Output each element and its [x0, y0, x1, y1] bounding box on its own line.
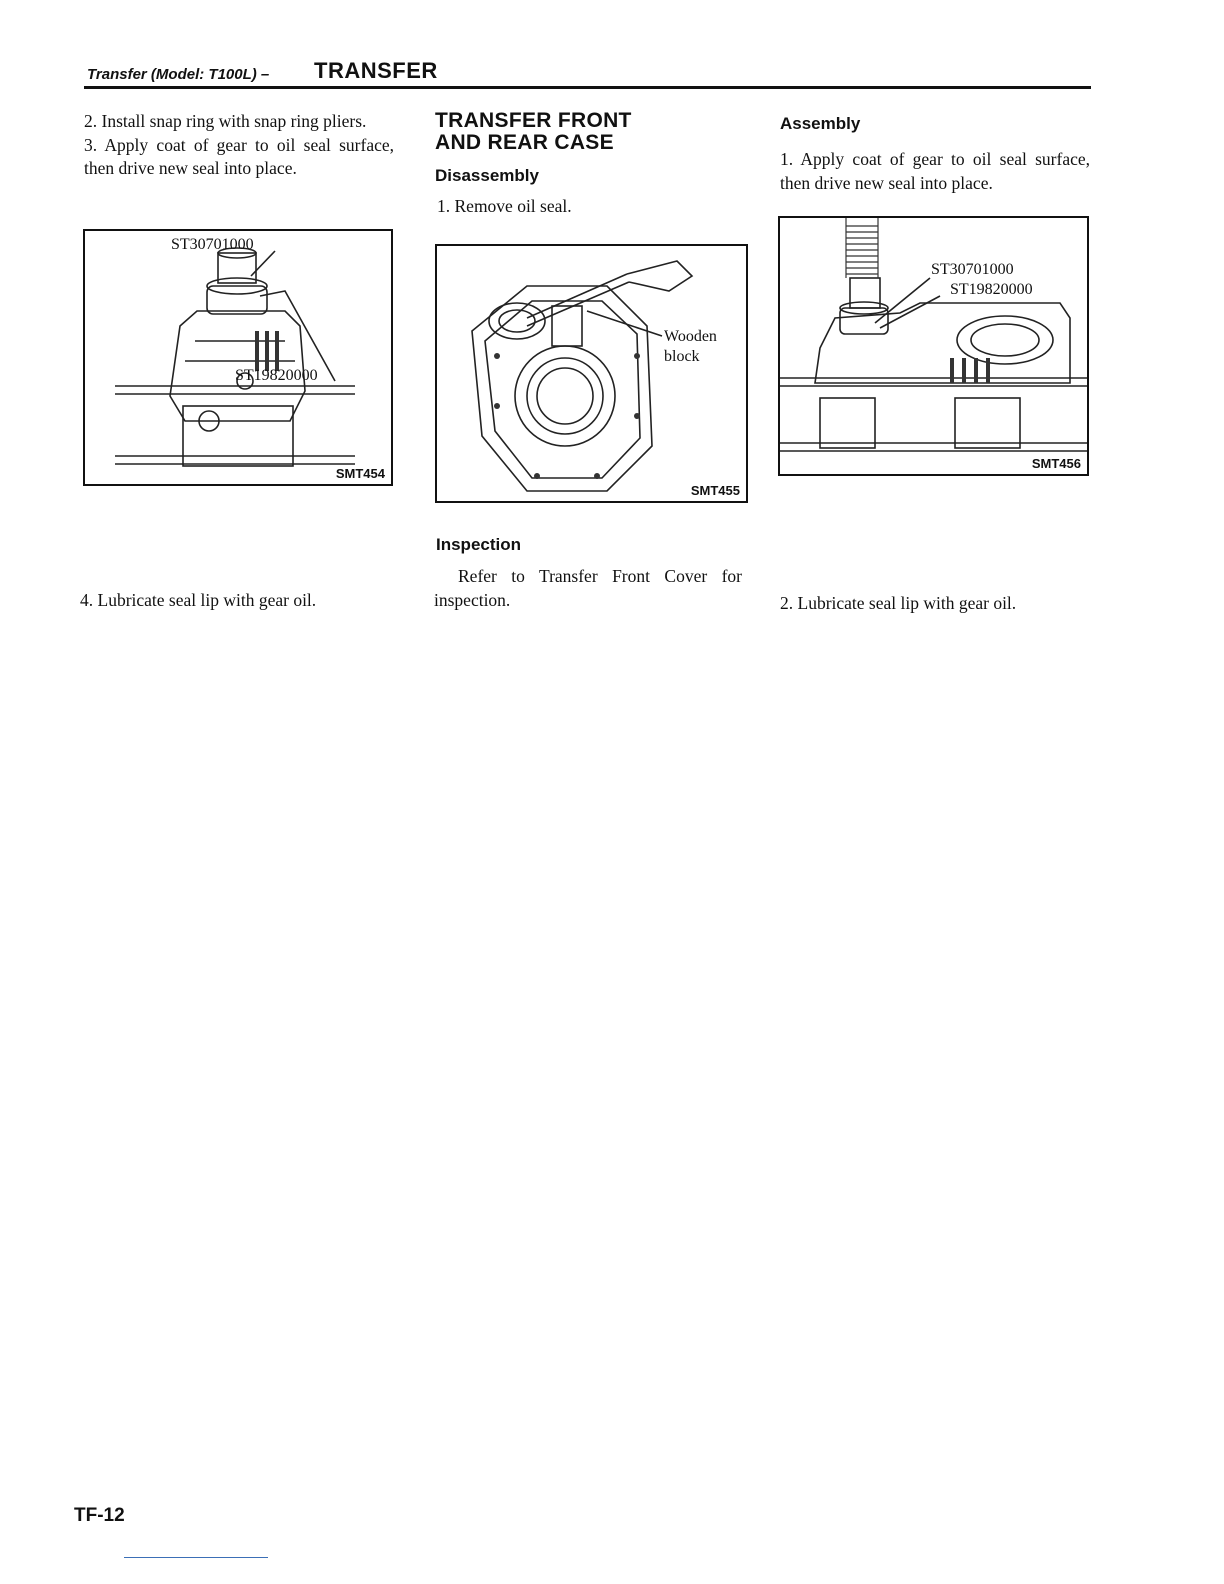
column-middle [435, 110, 747, 219]
figure-smt455 [435, 244, 748, 503]
figure-code: SMT455 [690, 483, 740, 498]
figure-smt454 [83, 229, 393, 486]
figure-code: SMT454 [335, 466, 385, 481]
header-section-title: TRANSFER [314, 58, 438, 83]
step-4-text: 4. Lubricate seal lip with gear oil. [80, 590, 317, 610]
header-rule [84, 86, 1091, 89]
inspection-text: Refer to Transfer Front Cover for inspection. [434, 566, 742, 610]
transfer-case-seal-install-illustration [85, 231, 391, 484]
footer-line [124, 1557, 268, 1558]
rear-case-seal-install-illustration [780, 218, 1087, 474]
section-title-line2: AND REAR CASE [435, 131, 614, 154]
figure-smt456 [778, 216, 1089, 476]
step-2-text: 2. Install snap ring with snap ring pliers. [84, 111, 367, 131]
subsection-assembly: Assembly [780, 114, 861, 133]
section-title-line1: TRANSFER FRONT [435, 109, 632, 132]
header-model: Transfer (Model: T100L) – [87, 66, 270, 83]
tool-label-st30701000: ST30701000 [171, 236, 254, 253]
disassembly-step-1: 1. Remove oil seal. [437, 196, 572, 216]
tool-label-st19820000: ST19820000 [235, 367, 318, 384]
step-3-text: 3. Apply coat of gear to oil seal surface, then drive new seal into place. [84, 134, 394, 178]
tool-label-st19820000: ST19820000 [950, 281, 1033, 298]
wooden-block-label-line1: Wooden [664, 328, 717, 345]
assembly-step-2: 2. Lubricate seal lip with gear oil. [780, 593, 1017, 613]
wooden-block-label-line2: block [664, 348, 700, 365]
page-header [87, 58, 1090, 88]
page-number: TF-12 [74, 1505, 125, 1526]
figure-code: SMT456 [1031, 456, 1081, 471]
oil-seal-removal-illustration [437, 246, 746, 501]
column-left [84, 110, 394, 181]
subsection-disassembly: Disassembly [435, 166, 539, 185]
assembly-step-1: 1. Apply coat of gear to oil seal surface, then drive new seal into place. [780, 149, 1090, 193]
column-right [780, 110, 1090, 195]
subsection-inspection: Inspection [436, 535, 522, 554]
tool-label-st30701000: ST30701000 [931, 261, 1014, 278]
